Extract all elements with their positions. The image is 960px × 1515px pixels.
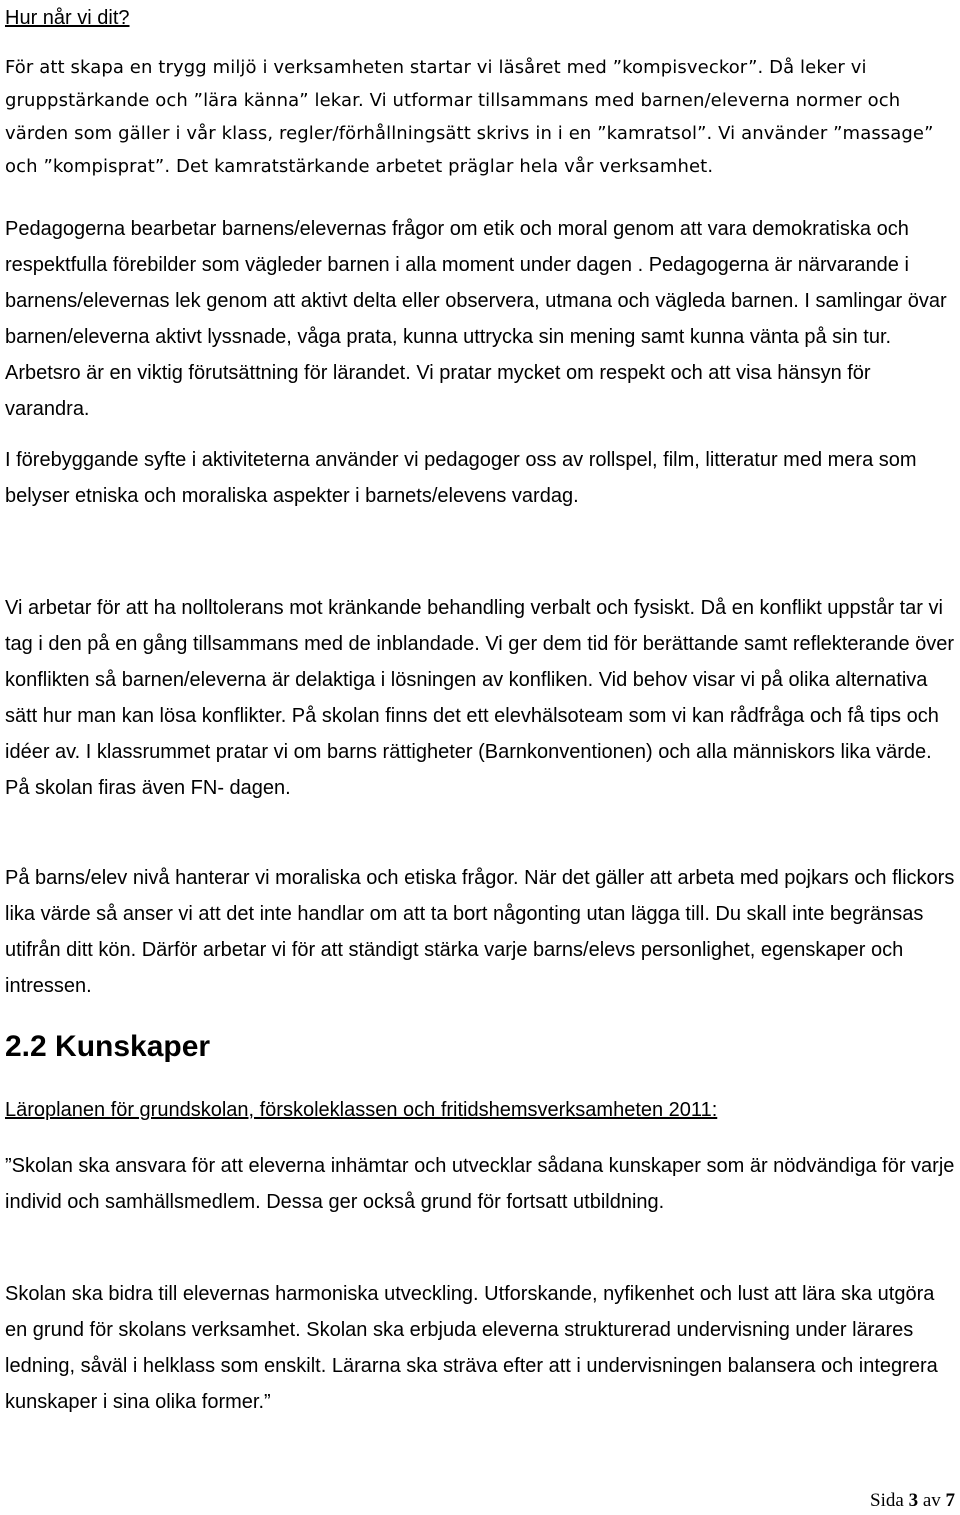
paragraph-zero-tolerance: Vi arbetar för att ha nolltolerans mot kränkande behandling verbalt och fysiskt. Då en konflikt uppstår tar vi tag i den på en gång tillsammans med de inblandade. Vi ger dem tid för berättande samt reflekterande över konflikten så barnen/eleverna är delaktiga i lösningen av konfliken. Vid behov visar vi på olika alternativa sätt hur man kan lösa konflikter. På skolan finns det ett elevhälsoteam som vi kan rådfråga och få tips och idéer av. I klassrummet pratar vi om barns rättigheter (Barnkonventionen) och alla människors lika värde. På skolan firas även FN- dagen. <box>5 597 955 799</box>
paragraph-prevention: I förebyggande syfte i aktiviteterna använder vi pedagoger oss av rollspel, film, litteratur med mera som belyser etniska och moraliska aspekter i barnets/elevens vardag. <box>5 449 917 507</box>
paragraph-equality: På barns/elev nivå hanterar vi moraliska och etiska frågor. När det gäller att arbeta med pojkars och flickors lika värde så anser vi att det inte handlar om att ta bort någonting utan lägga till. Du skall inte begränsas utifrån ditt kön. Därför arbetar vi för att ständigt stärka varje barns/elevs personlighet, egenskaper och intressen. <box>5 867 955 997</box>
paragraph-intro: För att skapa en trygg miljö i verksamheten startar vi läsåret med ”kompisveckor”. Då leker vi gruppstärkande och ”lära känna” lekar. Vi utformar tillsammans med barnen/eleverna normer och värden som gäller i vår klass, regler/förhållningsätt skrivs in i en ”kamratsol”. Vi använder ”massage” och ”kompisprat”. Det kamratstärkande arbetet präglar hela vår verksamhet. <box>5 57 934 177</box>
footer-middle: av <box>918 1490 946 1511</box>
footer-prefix: Sida <box>870 1490 909 1511</box>
page-footer <box>870 1490 955 1512</box>
footer-total-pages: 7 <box>945 1490 955 1511</box>
curriculum-quote-2: Skolan ska bidra till elevernas harmoniska utveckling. Utforskande, nyfikenhet och lust att lära ska utgöra en grund för skolans verksamhet. Skolan ska erbjuda eleverna strukturerad undervisning under lärares ledning, såväl i helklass som enskilt. Lärarna ska sträva efter att i undervisningen balansera och integrera kunskaper i sina olika former.” <box>5 1283 938 1413</box>
paragraph-pedagogues: Pedagogerna bearbetar barnens/elevernas frågor om etik och moral genom att vara demokratiska och respektfulla förebilder som vägleder barnen i alla moment under dagen . Pedagogerna är närvarande i barnens/elevernas lek genom att aktivt delta eller observera, utmana och vägleda barnen. I samlingar övar barnen/eleverna aktivt lyssnade, våga prata, kunna uttrycka sin mening samt kunna vänta på sin tur. Arbetsro är en viktig förutsättning för lärandet. Vi pratar mycket om respekt och att visa hänsyn för varandra. <box>5 218 947 420</box>
section-heading: 2.2 Kunskaper <box>5 1030 211 1063</box>
curriculum-quote-1: ”Skolan ska ansvara för att eleverna inhämtar och utvecklar sådana kunskaper som är nödvändiga för varje individ och samhällsmedlem. Dessa ger också grund för fortsatt utbildning. <box>5 1155 955 1213</box>
curriculum-title: Läroplanen för grundskolan, förskoleklassen och fritidshemsverksamheten 2011: <box>5 1099 718 1121</box>
footer-current-page: 3 <box>908 1490 919 1511</box>
heading-link[interactable]: Hur når vi dit? <box>5 7 130 29</box>
